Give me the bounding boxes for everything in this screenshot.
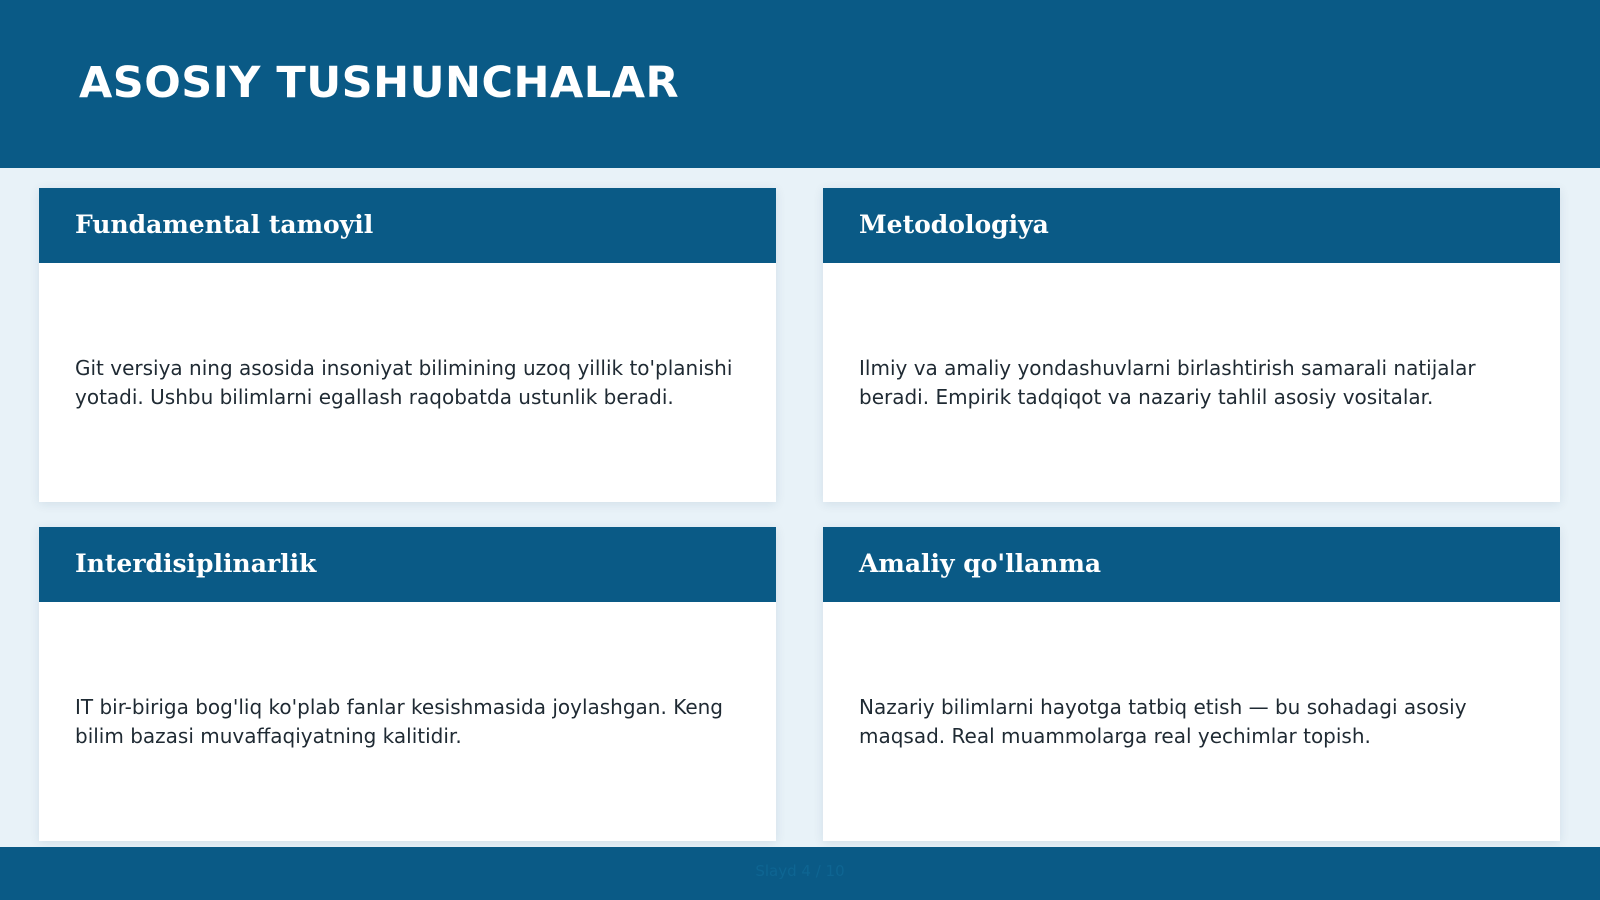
card-text: Ilmiy va amaliy yondashuvlarni birlashtirish samarali natijalar beradi. Empirik tadqiqot va nazariy tahlil asosiy vositalar. xyxy=(859,355,1476,409)
card-body xyxy=(859,263,1524,502)
card-text: IT bir-biriga bog'liq ko'plab fanlar kesishmasida joylashgan. Keng bilim bazasi muvaffaqiyatning kalitidir. xyxy=(75,694,723,748)
page-title: ASOSIY TUSHUNCHALAR xyxy=(79,58,680,108)
card-header xyxy=(823,188,1560,263)
card-fundamental-tamoyil xyxy=(39,188,776,502)
card-body xyxy=(75,602,740,841)
card-header xyxy=(823,527,1560,602)
card-amaliy-qollanma xyxy=(823,527,1560,841)
card-interdisiplinarlik xyxy=(39,527,776,841)
card-text: Nazariy bilimlarni hayotga tatbiq etish — bu sohadagi asosiy maqsad. Real muammolarga real yechimlar topish. xyxy=(859,694,1467,748)
card-title: Fundamental tamoyil xyxy=(75,210,374,239)
card-metodologiya xyxy=(823,188,1560,502)
card-title: Interdisiplinarlik xyxy=(75,549,317,578)
card-title: Metodologiya xyxy=(859,210,1049,239)
card-title: Amaliy qo'llanma xyxy=(859,549,1102,578)
footer-bar xyxy=(0,847,1600,900)
card-text: Git versiya ning asosida insoniyat bilimining uzoq yillik to'planishi yotadi. Ushbu bilimlarni egallash raqobatda ustunlik beradi. xyxy=(75,355,733,409)
card-header xyxy=(39,188,776,263)
card-body xyxy=(859,602,1524,841)
card-header xyxy=(39,527,776,602)
card-body xyxy=(75,263,740,502)
slide-number: Slayd 4 / 10 xyxy=(755,862,845,880)
header-bar xyxy=(0,0,1600,168)
